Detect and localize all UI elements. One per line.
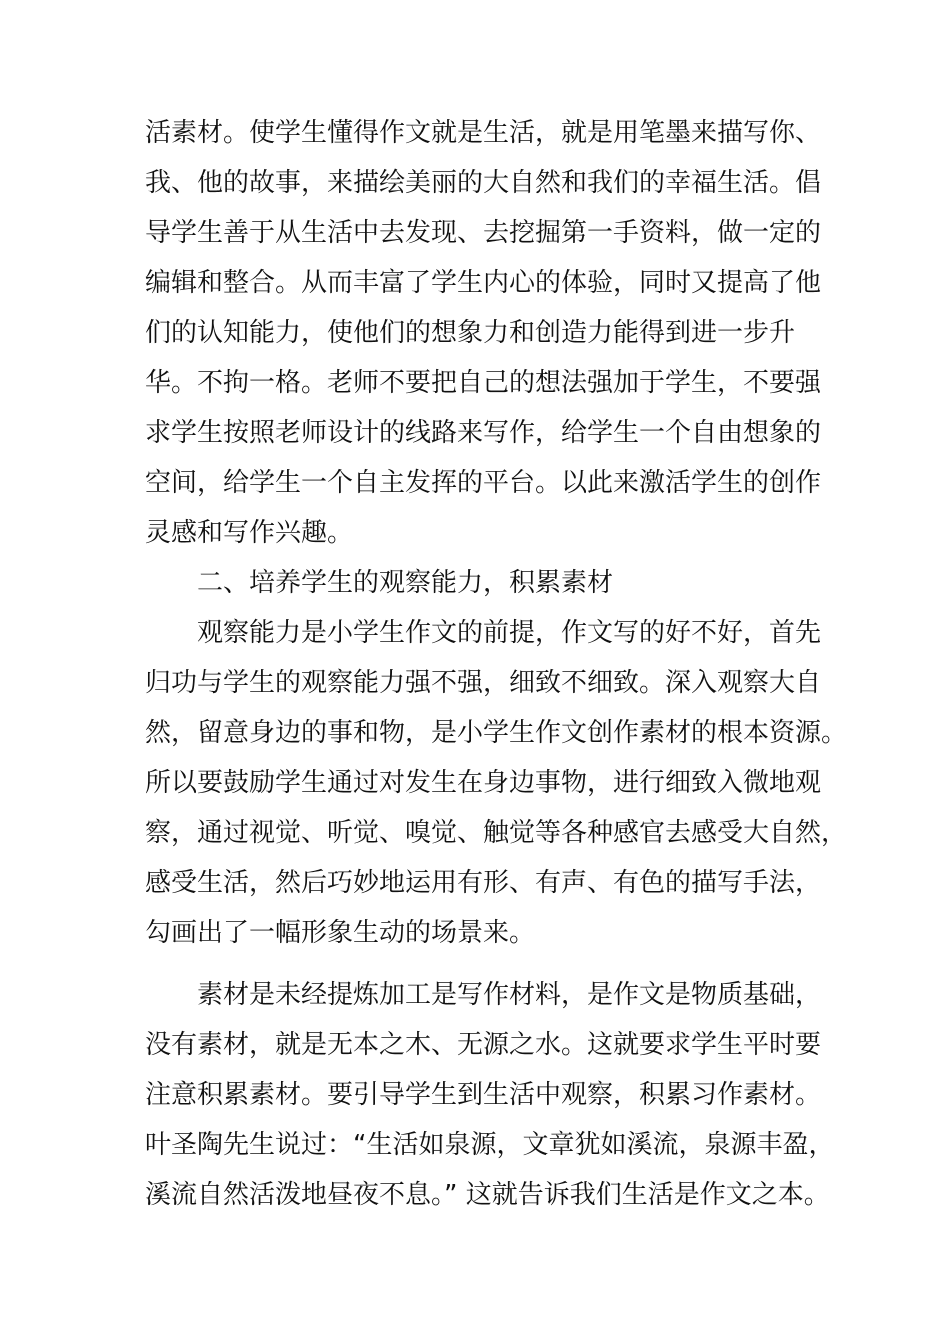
text-line: 华。不拘一格。老师不要把自己的想法强加于学生，不要强 [145,368,822,398]
text-line: 空间，给学生一个自主发挥的平台。以此来激活学生的创作 [145,468,822,498]
paragraph-gap [145,958,810,970]
text-line: 我、他的故事，来描绘美丽的大自然和我们的幸福生活。倡 [145,168,822,198]
text-line: 活素材。使学生懂得作文就是生活，就是用笔墨来描写你、 [145,118,822,148]
text-line: 没有素材，就是无本之木、无源之水。这就要求学生平时要 [145,1030,822,1060]
text-line: 感受生活，然后巧妙地运用有形、有声、有色的描写手法， [145,868,822,898]
text-line: 观察能力是小学生作文的前提，作文写的好不好，首先 [145,618,822,648]
text-line: 所以要鼓励学生通过对发生在身边事物，进行细致入微地观 [145,768,822,798]
text-line: 灵感和写作兴趣。 [145,518,354,548]
text-line: 导学生善于从生活中去发现、去挖掘第一手资料，做一定的 [145,218,822,248]
text-line: 编辑和整合。从而丰富了学生内心的体验，同时又提高了他 [145,268,822,298]
text-line: 归功与学生的观察能力强不强，细致不细致。深入观察大自 [145,668,822,698]
document-body [145,108,848,1220]
text-line: 叶圣陶先生说过：“生活如泉源，文章犹如溪流，泉源丰盈， [145,1130,835,1160]
text-line: 然，留意身边的事和物，是小学生作文创作素材的根本资源。 [145,718,848,748]
text-line: 察，通过视觉、听觉、嗅觉、触觉等各种感官去感受大自然， [145,818,848,848]
text-line: 求学生按照老师设计的线路来写作，给学生一个自由想象的 [145,418,822,448]
text-line: 们的认知能力，使他们的想象力和创造力能得到进一步升 [145,318,796,348]
text-line: 素材是未经提炼加工是写作材料，是作文是物质基础， [145,980,822,1010]
section-heading: 二、培养学生的观察能力，积累素材 [145,568,614,598]
text-line: 溪流自然活泼地昼夜不息。” 这就告诉我们生活是作文之本。 [145,1180,830,1210]
text-line: 勾画出了一幅形象生动的场景来。 [145,918,536,948]
text-line: 注意积累素材。要引导学生到生活中观察，积累习作素材。 [145,1080,822,1110]
